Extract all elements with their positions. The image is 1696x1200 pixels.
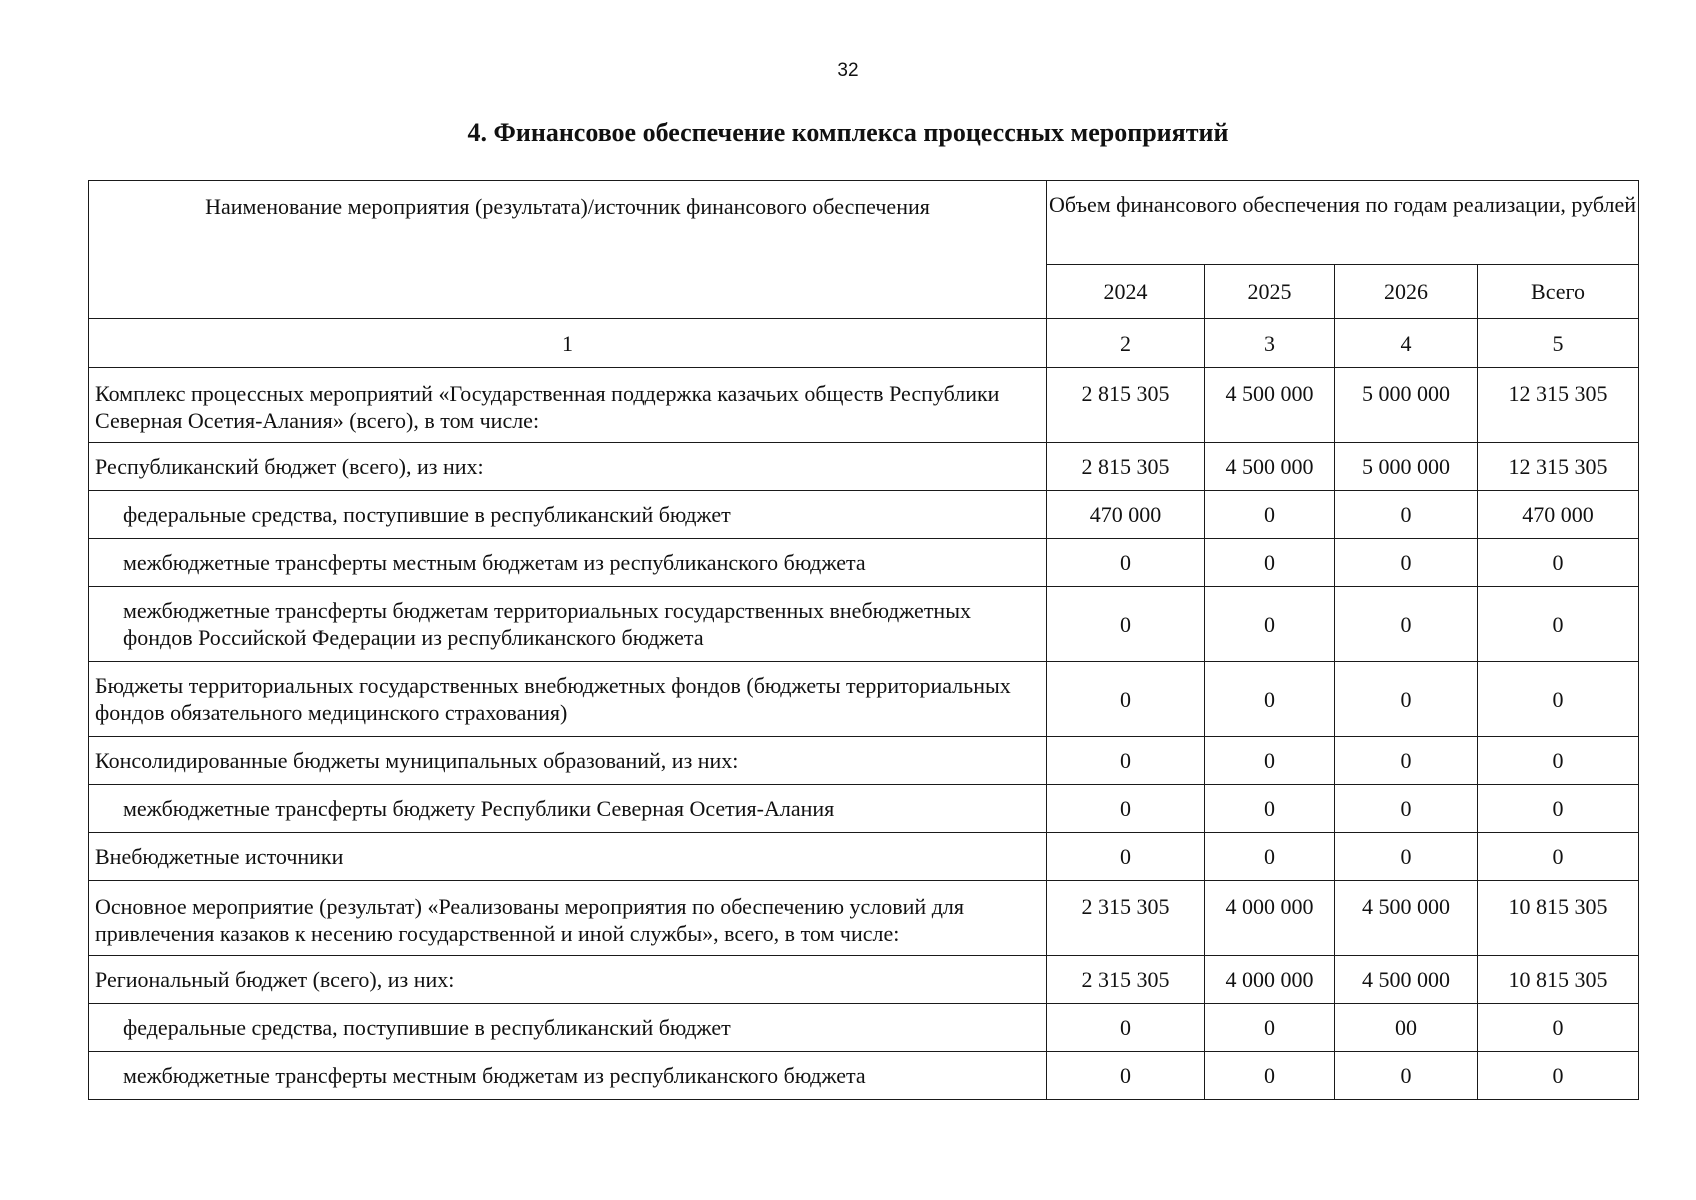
value-total: 470 000	[1478, 491, 1639, 539]
column-number: 5	[1478, 319, 1639, 368]
row-label: Внебюджетные источники	[89, 833, 1047, 881]
value-2024: 2 815 305	[1047, 443, 1205, 491]
row-label: межбюджетные трансферты бюджету Республики Северная Осетия-Алания	[89, 785, 1047, 833]
value-2026: 0	[1335, 833, 1478, 881]
value-total: 0	[1478, 833, 1639, 881]
column-number: 3	[1205, 319, 1335, 368]
value-total: 0	[1478, 737, 1639, 785]
value-2025: 4 000 000	[1205, 881, 1335, 956]
table-row	[89, 1052, 1639, 1100]
table-row	[89, 785, 1639, 833]
table-header-row	[89, 181, 1639, 265]
value-2025: 0	[1205, 785, 1335, 833]
table-row	[89, 833, 1639, 881]
value-2024: 2 315 305	[1047, 956, 1205, 1004]
value-2025: 0	[1205, 587, 1335, 662]
value-2024: 0	[1047, 737, 1205, 785]
value-2025: 0	[1205, 662, 1335, 737]
table-row	[89, 368, 1639, 443]
value-2026: 0	[1335, 491, 1478, 539]
table-row	[89, 587, 1639, 662]
row-label: Региональный бюджет (всего), из них:	[89, 956, 1047, 1004]
value-2025: 0	[1205, 737, 1335, 785]
value-2025: 0	[1205, 1052, 1335, 1100]
value-2026: 0	[1335, 1052, 1478, 1100]
row-label: Бюджеты территориальных государственных внебюджетных фондов (бюджеты территориальных фондов обязательного медицинского страхования)	[89, 662, 1047, 737]
section-title: 4. Финансовое обеспечение комплекса процессных мероприятий	[467, 118, 1229, 147]
value-2026: 5 000 000	[1335, 368, 1478, 443]
table-row	[89, 956, 1639, 1004]
row-label: межбюджетные трансферты бюджетам территориальных государственных внебюджетных фондов Российской Федерации из республиканского бюджета	[89, 587, 1047, 662]
value-total: 0	[1478, 587, 1639, 662]
value-2024: 0	[1047, 662, 1205, 737]
header-year-2024: 2024	[1047, 265, 1205, 319]
value-2024: 470 000	[1047, 491, 1205, 539]
value-2025: 4 500 000	[1205, 443, 1335, 491]
value-2025: 4 000 000	[1205, 956, 1335, 1004]
column-number: 2	[1047, 319, 1205, 368]
value-2026: 0	[1335, 539, 1478, 587]
row-label: Консолидированные бюджеты муниципальных образований, из них:	[89, 737, 1047, 785]
value-total: 0	[1478, 662, 1639, 737]
value-2026: 0	[1335, 785, 1478, 833]
row-label: федеральные средства, поступившие в республиканский бюджет	[89, 1004, 1047, 1052]
column-number: 1	[89, 319, 1047, 368]
value-total: 10 815 305	[1478, 956, 1639, 1004]
value-2024: 0	[1047, 1004, 1205, 1052]
column-numbers-row	[89, 319, 1639, 368]
financing-table	[88, 180, 1639, 1100]
value-2024: 0	[1047, 1052, 1205, 1100]
table-row	[89, 881, 1639, 956]
value-2024: 0	[1047, 587, 1205, 662]
value-2026: 0	[1335, 662, 1478, 737]
header-name-column: Наименование мероприятия (результата)/источник финансового обеспечения	[89, 181, 1047, 319]
value-total: 12 315 305	[1478, 443, 1639, 491]
value-2025: 0	[1205, 833, 1335, 881]
page-number: 32	[837, 60, 859, 81]
row-label: Республиканский бюджет (всего), из них:	[89, 443, 1047, 491]
value-2025: 0	[1205, 539, 1335, 587]
table-row	[89, 737, 1639, 785]
value-total: 0	[1478, 1004, 1639, 1052]
value-2024: 2 815 305	[1047, 368, 1205, 443]
value-2026: 4 500 000	[1335, 956, 1478, 1004]
value-total: 10 815 305	[1478, 881, 1639, 956]
row-label: федеральные средства, поступившие в республиканский бюджет	[89, 491, 1047, 539]
row-label: Комплекс процессных мероприятий «Государственная поддержка казачьих обществ Республики Северная Осетия-Алания» (всего), в том числе:	[89, 368, 1047, 443]
row-label: Основное мероприятие (результат) «Реализованы мероприятия по обеспечению условий для привлечения казаков к несению государственной и иной службы», всего, в том числе:	[89, 881, 1047, 956]
value-2024: 2 315 305	[1047, 881, 1205, 956]
header-year-2026: 2026	[1335, 265, 1478, 319]
value-2024: 0	[1047, 785, 1205, 833]
value-2026: 0	[1335, 737, 1478, 785]
table-row	[89, 539, 1639, 587]
table-row	[89, 1004, 1639, 1052]
table-row	[89, 443, 1639, 491]
value-total: 12 315 305	[1478, 368, 1639, 443]
value-2026: 00	[1335, 1004, 1478, 1052]
value-2024: 0	[1047, 539, 1205, 587]
value-2025: 0	[1205, 491, 1335, 539]
value-2026: 4 500 000	[1335, 881, 1478, 956]
value-2026: 0	[1335, 587, 1478, 662]
row-label: межбюджетные трансферты местным бюджетам из республиканского бюджета	[89, 1052, 1047, 1100]
value-2025: 4 500 000	[1205, 368, 1335, 443]
value-total: 0	[1478, 1052, 1639, 1100]
header-volume-column: Объем финансового обеспечения по годам реализации, рублей	[1047, 181, 1639, 265]
value-total: 0	[1478, 785, 1639, 833]
header-year-2025: 2025	[1205, 265, 1335, 319]
column-number: 4	[1335, 319, 1478, 368]
table-row	[89, 662, 1639, 737]
value-2026: 5 000 000	[1335, 443, 1478, 491]
value-total: 0	[1478, 539, 1639, 587]
row-label: межбюджетные трансферты местным бюджетам из республиканского бюджета	[89, 539, 1047, 587]
table-row	[89, 491, 1639, 539]
value-2025: 0	[1205, 1004, 1335, 1052]
header-total: Всего	[1478, 265, 1639, 319]
value-2024: 0	[1047, 833, 1205, 881]
